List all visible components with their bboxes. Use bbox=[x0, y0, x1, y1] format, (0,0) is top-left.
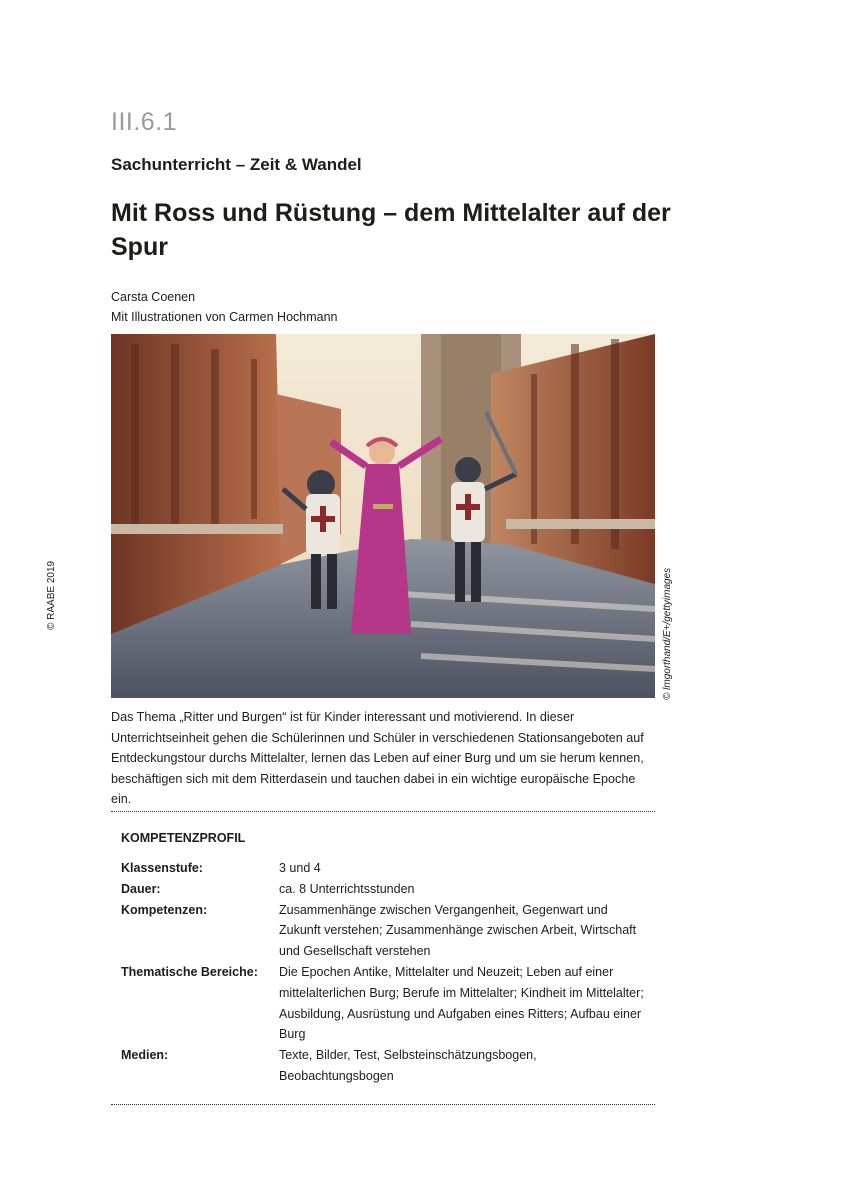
competence-profile bbox=[121, 858, 651, 1087]
profile-label: Kompetenzen: bbox=[121, 902, 208, 917]
profile-label: Thematische Bereiche: bbox=[121, 964, 258, 979]
divider-top bbox=[111, 811, 655, 812]
page-title: Mit Ross und Rüstung – dem Mittelalter auf der Spur bbox=[111, 199, 671, 261]
profile-row-competences bbox=[121, 900, 651, 962]
profile-heading: KOMPETENZPROFIL bbox=[121, 831, 246, 845]
cover-photo bbox=[111, 334, 655, 698]
profile-value: Die Epochen Antike, Mittelalter und Neuzeit; Leben auf einer mittelalterlichen Burg; Berufe im Mittelalter; Kindheit im Mittelalter; Ausbildung, Ausrüstung und Aufgaben eines Ritters; Aufbau einer Burg bbox=[279, 964, 644, 1042]
author-block bbox=[111, 287, 338, 327]
subject-line: Sachunterricht – Zeit & Wandel bbox=[111, 155, 362, 174]
profile-label: Klassenstufe: bbox=[121, 861, 203, 875]
profile-row-grade bbox=[121, 858, 651, 879]
profile-row-duration bbox=[121, 879, 651, 900]
profile-label: Medien: bbox=[121, 1048, 169, 1063]
intro-paragraph: Das Thema „Ritter und Burgen“ ist für Kinder interessant und motivierend. In dieser Unterrichtseinheit gehen die Schülerinnen und Schüler in verschiedenen Stationsangeboten auf Entdeckungstour durchs Mittelalter, lernen das Leben auf einer Burg und um sie herum kennen, beschäftigen sich mit dem Ritterdasein und tauchen dabei in ein wichtige europäische Epoche ein. bbox=[111, 710, 644, 806]
profile-row-media bbox=[121, 1045, 651, 1087]
section-code: III.6.1 bbox=[111, 108, 178, 136]
profile-value: Texte, Bilder, Test, Selbsteinschätzungsbogen, Beobachtungsbogen bbox=[279, 1048, 537, 1083]
castle-children-photo bbox=[111, 334, 655, 698]
profile-value: 3 und 4 bbox=[279, 861, 321, 875]
profile-value: ca. 8 Unterrichtsstunden bbox=[279, 881, 415, 896]
author-name: Carsta Coenen bbox=[111, 290, 196, 304]
side-copyright: © RAABE 2019 bbox=[46, 560, 57, 630]
illustrator-credit: Mit Illustrationen von Carmen Hochmann bbox=[111, 310, 338, 324]
divider-bottom bbox=[111, 1104, 655, 1105]
profile-label: Dauer: bbox=[121, 881, 161, 896]
profile-row-topics bbox=[121, 962, 651, 1045]
photo-credit: © lmgorthand/E+/gettyimages bbox=[662, 567, 673, 700]
profile-value: Zusammenhänge zwischen Vergangenheit, Gegenwart und Zukunft verstehen; Zusammenhänge zwischen Arbeit, Wirtschaft und Gesellschaft verstehen bbox=[279, 902, 637, 959]
